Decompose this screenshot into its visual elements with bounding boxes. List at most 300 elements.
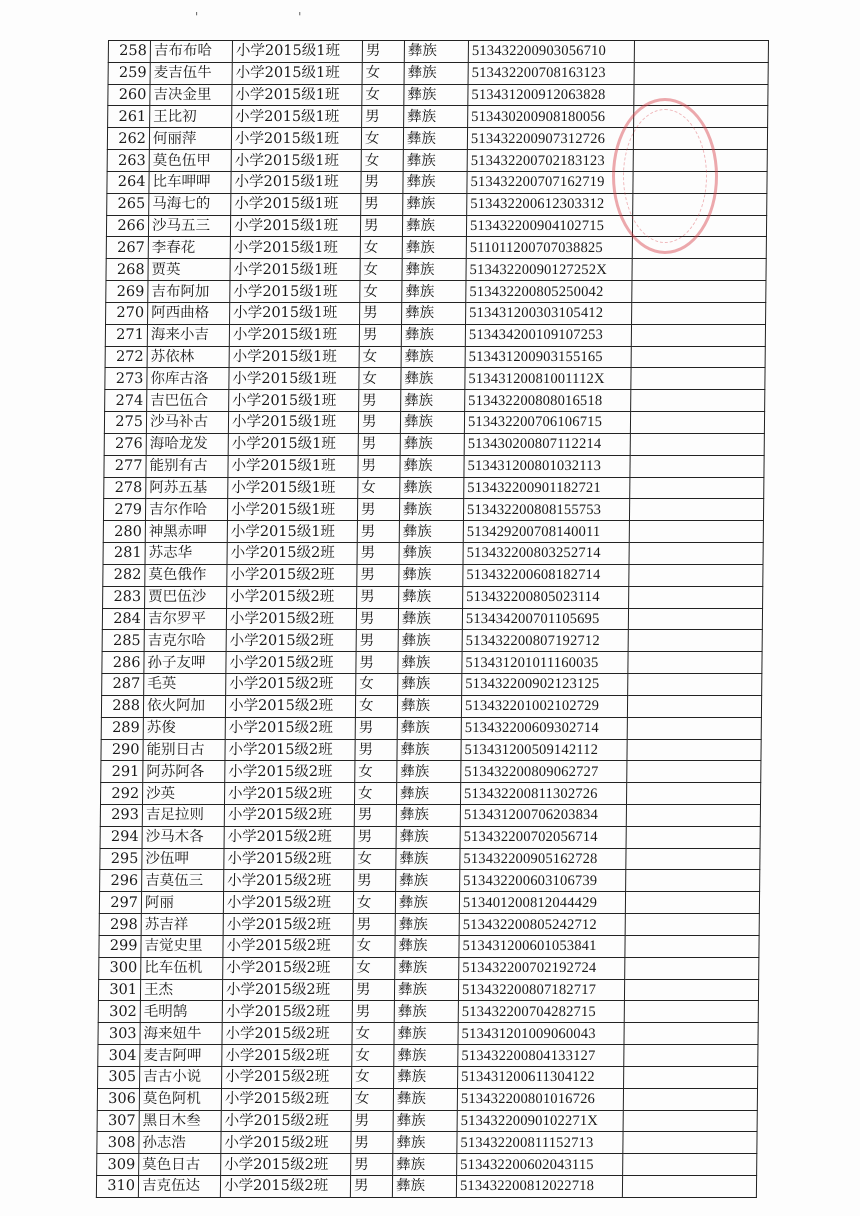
row-number-cell: 271 bbox=[105, 324, 147, 346]
class-name-cell: 小学2015级1班 bbox=[230, 215, 360, 237]
student-name-cell: 海哈龙发 bbox=[146, 433, 228, 455]
table-row bbox=[102, 630, 762, 652]
class-name-cell: 小学2015级1班 bbox=[229, 324, 359, 346]
table-row bbox=[100, 804, 760, 826]
row-number-cell: 278 bbox=[104, 477, 146, 499]
blank-cell bbox=[631, 368, 765, 390]
id-number-cell: 513431200601053841 bbox=[459, 935, 625, 957]
student-name-cell: 贾英 bbox=[148, 259, 230, 281]
class-name-cell: 小学2015级2班 bbox=[224, 848, 354, 870]
id-number-cell: 513432200809062727 bbox=[461, 761, 627, 783]
blank-cell bbox=[626, 783, 760, 805]
class-name-cell: 小学2015级2班 bbox=[226, 630, 356, 652]
gender-cell: 女 bbox=[362, 62, 404, 84]
table-row bbox=[105, 324, 765, 346]
ethnicity-cell: 彝族 bbox=[400, 412, 464, 434]
student-name-cell: 李春花 bbox=[148, 237, 230, 259]
gender-cell: 男 bbox=[361, 171, 403, 193]
class-name-cell: 小学2015级2班 bbox=[225, 717, 355, 739]
blank-cell bbox=[626, 826, 760, 848]
ethnicity-cell: 彝族 bbox=[403, 128, 467, 150]
ethnicity-cell: 彝族 bbox=[396, 870, 460, 892]
id-number-cell: 513432200811302726 bbox=[460, 783, 626, 805]
row-number-cell: 286 bbox=[102, 652, 144, 674]
ethnicity-cell: 彝族 bbox=[398, 608, 462, 630]
row-number-cell: 310 bbox=[96, 1176, 138, 1198]
ethnicity-cell: 彝族 bbox=[397, 695, 461, 717]
row-number-cell: 304 bbox=[98, 1045, 140, 1067]
student-name-cell: 马海七的 bbox=[149, 193, 231, 215]
student-name-cell: 阿苏五基 bbox=[146, 477, 228, 499]
id-number-cell: 513432200608182714 bbox=[463, 564, 629, 586]
ethnicity-cell: 彝族 bbox=[401, 368, 465, 390]
table-row bbox=[106, 237, 766, 259]
id-number-cell: 513432200801016726 bbox=[457, 1088, 623, 1110]
class-name-cell: 小学2015级1班 bbox=[230, 237, 360, 259]
gender-cell: 男 bbox=[357, 586, 399, 608]
student-name-cell: 莫色阿机 bbox=[139, 1088, 221, 1110]
class-name-cell: 小学2015级2班 bbox=[225, 761, 355, 783]
table-row bbox=[108, 106, 768, 128]
table-row bbox=[104, 412, 764, 434]
id-number-cell: 513432200905162728 bbox=[460, 848, 626, 870]
class-name-cell: 小学2015级1班 bbox=[230, 259, 360, 281]
student-name-cell: 神黑赤呷 bbox=[145, 521, 227, 543]
student-name-cell: 莫色伍甲 bbox=[149, 150, 231, 172]
student-name-cell: 依火阿加 bbox=[143, 695, 225, 717]
gender-cell: 男 bbox=[351, 1132, 393, 1154]
ethnicity-cell: 彝族 bbox=[395, 935, 459, 957]
row-number-cell: 294 bbox=[100, 826, 142, 848]
id-number-cell: 511011200707038825 bbox=[466, 237, 632, 259]
gender-cell: 男 bbox=[359, 390, 401, 412]
id-number-cell: 513432200807182717 bbox=[458, 979, 624, 1001]
ethnicity-cell: 彝族 bbox=[402, 215, 466, 237]
blank-cell bbox=[632, 215, 766, 237]
class-name-cell: 小学2015级1班 bbox=[228, 455, 358, 477]
gender-cell: 女 bbox=[359, 346, 401, 368]
class-name-cell: 小学2015级2班 bbox=[224, 826, 354, 848]
row-number-cell: 283 bbox=[103, 586, 145, 608]
blank-cell bbox=[634, 84, 768, 106]
ethnicity-cell: 彝族 bbox=[402, 281, 466, 303]
gender-cell: 女 bbox=[361, 128, 403, 150]
table-row bbox=[97, 1154, 757, 1176]
blank-cell bbox=[632, 302, 766, 324]
id-number-cell: 513431200509142112 bbox=[461, 739, 627, 761]
blank-cell bbox=[633, 171, 767, 193]
gender-cell: 女 bbox=[352, 1066, 394, 1088]
id-number-cell: 513432200702183123 bbox=[467, 150, 633, 172]
id-number-cell: 513432200811152713 bbox=[457, 1132, 623, 1154]
row-number-cell: 267 bbox=[106, 237, 148, 259]
class-name-cell: 小学2015级1班 bbox=[227, 521, 357, 543]
ethnicity-cell: 彝族 bbox=[402, 237, 466, 259]
student-name-cell: 吉尔作哈 bbox=[145, 499, 227, 521]
ethnicity-cell: 彝族 bbox=[393, 1154, 457, 1176]
gender-cell: 男 bbox=[357, 543, 399, 565]
student-name-cell: 吉决金里 bbox=[150, 84, 232, 106]
row-number-cell: 298 bbox=[99, 914, 141, 936]
id-number-cell: 513431200903155165 bbox=[465, 346, 631, 368]
student-name-cell: 吉莫伍三 bbox=[142, 870, 224, 892]
blank-cell bbox=[631, 390, 765, 412]
gender-cell: 男 bbox=[355, 717, 397, 739]
table-row bbox=[102, 608, 762, 630]
table-row bbox=[101, 717, 761, 739]
student-name-cell: 吉觉史里 bbox=[141, 935, 223, 957]
gender-cell: 女 bbox=[354, 783, 396, 805]
student-name-cell: 麦吉伍牛 bbox=[150, 62, 232, 84]
row-number-cell: 302 bbox=[98, 1001, 140, 1023]
id-number-cell: 513431201011160035 bbox=[462, 652, 628, 674]
student-name-cell: 苏吉祥 bbox=[141, 914, 223, 936]
student-name-cell: 能别日古 bbox=[143, 739, 225, 761]
row-number-cell: 300 bbox=[99, 957, 141, 979]
blank-cell bbox=[631, 346, 765, 368]
table-row bbox=[108, 41, 768, 63]
class-name-cell: 小学2015级2班 bbox=[225, 695, 355, 717]
gender-cell: 男 bbox=[351, 1154, 393, 1176]
id-number-cell: 513432200702056714 bbox=[460, 826, 626, 848]
ethnicity-cell: 彝族 bbox=[393, 1132, 457, 1154]
row-number-cell: 287 bbox=[102, 674, 144, 696]
row-number-cell: 265 bbox=[107, 193, 149, 215]
gender-cell: 男 bbox=[357, 521, 399, 543]
class-name-cell: 小学2015级2班 bbox=[221, 1110, 351, 1132]
student-name-cell: 能别有古 bbox=[146, 455, 228, 477]
id-number-cell: 513429200708140011 bbox=[463, 521, 629, 543]
gender-cell: 女 bbox=[359, 368, 401, 390]
student-name-cell: 何丽萍 bbox=[149, 128, 231, 150]
id-number-cell: 51343120081001112X bbox=[465, 368, 631, 390]
class-name-cell: 小学2015级1班 bbox=[229, 390, 359, 412]
ethnicity-cell: 彝族 bbox=[399, 521, 463, 543]
class-name-cell: 小学2015级2班 bbox=[226, 652, 356, 674]
id-number-cell: 513432200901182721 bbox=[464, 477, 630, 499]
table-row bbox=[98, 1066, 758, 1088]
blank-cell bbox=[632, 237, 766, 259]
row-number-cell: 295 bbox=[100, 848, 142, 870]
gender-cell: 女 bbox=[360, 259, 402, 281]
gender-cell: 男 bbox=[351, 1110, 393, 1132]
class-name-cell: 小学2015级2班 bbox=[220, 1176, 350, 1198]
class-name-cell: 小学2015级2班 bbox=[221, 1154, 351, 1176]
table-row bbox=[99, 914, 759, 936]
blank-cell bbox=[632, 259, 766, 281]
blank-cell bbox=[629, 499, 763, 521]
row-number-cell: 275 bbox=[104, 412, 146, 434]
id-number-cell: 513434200109107253 bbox=[465, 324, 631, 346]
class-name-cell: 小学2015级1班 bbox=[231, 171, 361, 193]
ethnicity-cell: 彝族 bbox=[397, 761, 461, 783]
blank-cell bbox=[622, 1176, 756, 1198]
id-number-cell: 51343220090102271X bbox=[457, 1110, 623, 1132]
row-number-cell: 276 bbox=[104, 433, 146, 455]
gender-cell: 男 bbox=[350, 1176, 392, 1198]
ethnicity-cell: 彝族 bbox=[393, 1088, 457, 1110]
gender-cell: 男 bbox=[352, 1001, 394, 1023]
ethnicity-cell: 彝族 bbox=[401, 324, 465, 346]
row-number-cell: 293 bbox=[100, 804, 142, 826]
row-number-cell: 277 bbox=[104, 455, 146, 477]
gender-cell: 男 bbox=[354, 804, 396, 826]
row-number-cell: 273 bbox=[105, 368, 147, 390]
row-number-cell: 259 bbox=[108, 62, 150, 84]
blank-cell bbox=[628, 652, 762, 674]
gender-cell: 男 bbox=[357, 564, 399, 586]
gender-cell: 女 bbox=[353, 957, 395, 979]
student-name-cell: 比车呷呷 bbox=[149, 171, 231, 193]
class-name-cell: 小学2015级2班 bbox=[221, 1132, 351, 1154]
blank-cell bbox=[633, 150, 767, 172]
id-number-cell: 513432200609302714 bbox=[461, 717, 627, 739]
blank-cell bbox=[623, 1088, 757, 1110]
blank-cell bbox=[628, 608, 762, 630]
id-number-cell: 513432200904102715 bbox=[466, 215, 632, 237]
ethnicity-cell: 彝族 bbox=[394, 1001, 458, 1023]
row-number-cell: 270 bbox=[106, 302, 148, 324]
student-name-cell: 阿丽 bbox=[141, 892, 223, 914]
id-number-cell: 513432200805250042 bbox=[466, 281, 632, 303]
table-row bbox=[100, 848, 760, 870]
class-name-cell: 小学2015级1班 bbox=[228, 477, 358, 499]
student-name-cell: 沙英 bbox=[142, 783, 224, 805]
class-name-cell: 小学2015级2班 bbox=[221, 1088, 351, 1110]
table-row bbox=[105, 390, 765, 412]
class-name-cell: 小学2015级2班 bbox=[224, 804, 354, 826]
blank-cell bbox=[624, 979, 758, 1001]
row-number-cell: 269 bbox=[106, 281, 148, 303]
student-name-cell: 王杰 bbox=[140, 979, 222, 1001]
id-number-cell: 513430200908180056 bbox=[468, 106, 634, 128]
id-number-cell: 513431200912063828 bbox=[468, 84, 634, 106]
gender-cell: 男 bbox=[357, 499, 399, 521]
blank-cell bbox=[623, 1110, 757, 1132]
blank-cell bbox=[629, 586, 763, 608]
student-name-cell: 苏俊 bbox=[143, 717, 225, 739]
student-name-cell: 海来小吉 bbox=[147, 324, 229, 346]
row-number-cell: 266 bbox=[106, 215, 148, 237]
id-number-cell: 513431200706203834 bbox=[460, 804, 626, 826]
row-number-cell: 308 bbox=[97, 1132, 139, 1154]
row-number-cell: 279 bbox=[103, 499, 145, 521]
blank-cell bbox=[624, 1023, 758, 1045]
gender-cell: 男 bbox=[354, 826, 396, 848]
class-name-cell: 小学2015级1班 bbox=[228, 433, 358, 455]
gender-cell: 女 bbox=[355, 761, 397, 783]
ethnicity-cell: 彝族 bbox=[396, 783, 460, 805]
ethnicity-cell: 彝族 bbox=[401, 390, 465, 412]
ethnicity-cell: 彝族 bbox=[392, 1176, 456, 1198]
student-name-cell: 王比初 bbox=[150, 106, 232, 128]
class-name-cell: 小学2015级1班 bbox=[230, 302, 360, 324]
class-name-cell: 小学2015级1班 bbox=[232, 41, 362, 63]
student-name-cell: 海来妞牛 bbox=[140, 1023, 222, 1045]
blank-cell bbox=[631, 324, 765, 346]
gender-cell: 男 bbox=[358, 433, 400, 455]
blank-cell bbox=[630, 455, 764, 477]
row-number-cell: 297 bbox=[99, 892, 141, 914]
student-name-cell: 毛英 bbox=[144, 674, 226, 696]
table-row bbox=[107, 150, 767, 172]
row-number-cell: 299 bbox=[99, 935, 141, 957]
table-row bbox=[102, 674, 762, 696]
gender-cell: 男 bbox=[358, 412, 400, 434]
blank-cell bbox=[623, 1154, 757, 1176]
ethnicity-cell: 彝族 bbox=[403, 150, 467, 172]
ethnicity-cell: 彝族 bbox=[404, 62, 468, 84]
class-name-cell: 小学2015级1班 bbox=[232, 84, 362, 106]
table-row bbox=[103, 543, 763, 565]
blank-cell bbox=[625, 892, 759, 914]
gender-cell: 女 bbox=[361, 150, 403, 172]
class-name-cell: 小学2015级2班 bbox=[222, 1023, 352, 1045]
table-row bbox=[105, 346, 765, 368]
gender-cell: 男 bbox=[356, 630, 398, 652]
table-row bbox=[103, 586, 763, 608]
table-row bbox=[108, 84, 768, 106]
blank-cell bbox=[630, 433, 764, 455]
blank-cell bbox=[633, 128, 767, 150]
table-row bbox=[101, 695, 761, 717]
gender-cell: 男 bbox=[354, 870, 396, 892]
blank-cell bbox=[632, 281, 766, 303]
class-name-cell: 小学2015级1班 bbox=[230, 281, 360, 303]
student-name-cell: 阿西曲格 bbox=[148, 302, 230, 324]
ethnicity-cell: 彝族 bbox=[394, 1045, 458, 1067]
class-name-cell: 小学2015级2班 bbox=[223, 957, 353, 979]
roster-body bbox=[96, 41, 768, 1198]
id-number-cell: 51343220090127252X bbox=[466, 259, 632, 281]
row-number-cell: 289 bbox=[101, 717, 143, 739]
ethnicity-cell: 彝族 bbox=[395, 957, 459, 979]
student-name-cell: 沙马木各 bbox=[142, 826, 224, 848]
gender-cell: 女 bbox=[358, 477, 400, 499]
row-number-cell: 262 bbox=[107, 128, 149, 150]
table-row bbox=[103, 521, 763, 543]
student-name-cell: 麦吉阿呷 bbox=[140, 1045, 222, 1067]
table-row bbox=[98, 1045, 758, 1067]
table-row bbox=[97, 1088, 757, 1110]
id-number-cell: 513432200805023114 bbox=[463, 586, 629, 608]
blank-cell bbox=[634, 41, 768, 63]
id-number-cell: 513432200708163123 bbox=[468, 62, 634, 84]
gender-cell: 男 bbox=[361, 193, 403, 215]
table-row bbox=[107, 171, 767, 193]
ethnicity-cell: 彝族 bbox=[395, 914, 459, 936]
table-row bbox=[101, 761, 761, 783]
gender-cell: 男 bbox=[356, 608, 398, 630]
class-name-cell: 小学2015级2班 bbox=[227, 564, 357, 586]
gender-cell: 女 bbox=[356, 674, 398, 696]
student-name-cell: 苏志华 bbox=[145, 543, 227, 565]
row-number-cell: 284 bbox=[102, 608, 144, 630]
row-number-cell: 285 bbox=[102, 630, 144, 652]
student-name-cell: 毛明鹄 bbox=[140, 1001, 222, 1023]
ethnicity-cell: 彝族 bbox=[402, 259, 466, 281]
class-name-cell: 小学2015级2班 bbox=[227, 543, 357, 565]
table-row bbox=[104, 433, 764, 455]
table-row bbox=[108, 62, 768, 84]
student-name-cell: 阿苏阿各 bbox=[143, 761, 225, 783]
id-number-cell: 513432200805242712 bbox=[459, 914, 625, 936]
blank-cell bbox=[634, 62, 768, 84]
class-name-cell: 小学2015级2班 bbox=[226, 608, 356, 630]
row-number-cell: 291 bbox=[101, 761, 143, 783]
table-row bbox=[98, 1023, 758, 1045]
student-name-cell: 沙马补古 bbox=[146, 412, 228, 434]
table-row bbox=[99, 935, 759, 957]
gender-cell: 男 bbox=[362, 41, 404, 63]
student-name-cell: 贾巴伍沙 bbox=[145, 586, 227, 608]
table-row bbox=[97, 1110, 757, 1132]
table-row bbox=[104, 455, 764, 477]
row-number-cell: 288 bbox=[101, 695, 143, 717]
gender-cell: 男 bbox=[360, 215, 402, 237]
class-name-cell: 小学2015级1班 bbox=[229, 346, 359, 368]
class-name-cell: 小学2015级2班 bbox=[225, 739, 355, 761]
blank-cell bbox=[628, 674, 762, 696]
student-name-cell: 吉足拉则 bbox=[142, 804, 224, 826]
row-number-cell: 281 bbox=[103, 543, 145, 565]
table-row bbox=[103, 564, 763, 586]
gender-cell: 女 bbox=[353, 892, 395, 914]
student-name-cell: 比车伍机 bbox=[141, 957, 223, 979]
ethnicity-cell: 彝族 bbox=[404, 41, 468, 63]
id-number-cell: 513432200807192712 bbox=[462, 630, 628, 652]
row-number-cell: 263 bbox=[107, 150, 149, 172]
id-number-cell: 513432200903056710 bbox=[468, 41, 634, 63]
table-row bbox=[106, 215, 766, 237]
ethnicity-cell: 彝族 bbox=[395, 892, 459, 914]
ethnicity-cell: 彝族 bbox=[398, 674, 462, 696]
class-name-cell: 小学2015级2班 bbox=[222, 1066, 352, 1088]
student-name-cell: 黑日木叁 bbox=[139, 1110, 221, 1132]
student-name-cell: 吉巴伍合 bbox=[147, 390, 229, 412]
row-number-cell: 303 bbox=[98, 1023, 140, 1045]
gender-cell: 女 bbox=[360, 281, 402, 303]
row-number-cell: 282 bbox=[103, 564, 145, 586]
row-number-cell: 264 bbox=[107, 171, 149, 193]
row-number-cell: 301 bbox=[98, 979, 140, 1001]
row-number-cell: 280 bbox=[103, 521, 145, 543]
id-number-cell: 513432200612303312 bbox=[467, 193, 633, 215]
id-number-cell: 513432200603106739 bbox=[460, 870, 626, 892]
id-number-cell: 513431200303105412 bbox=[466, 302, 632, 324]
student-name-cell: 吉尔罗平 bbox=[144, 608, 226, 630]
row-number-cell: 305 bbox=[98, 1066, 140, 1088]
blank-cell bbox=[629, 521, 763, 543]
id-number-cell: 513430200807112214 bbox=[464, 433, 630, 455]
student-name-cell: 孙志浩 bbox=[139, 1132, 221, 1154]
row-number-cell: 261 bbox=[108, 106, 150, 128]
class-name-cell: 小学2015级1班 bbox=[231, 193, 361, 215]
class-name-cell: 小学2015级2班 bbox=[222, 1001, 352, 1023]
class-name-cell: 小学2015级1班 bbox=[229, 368, 359, 390]
gender-cell: 男 bbox=[362, 106, 404, 128]
blank-cell bbox=[633, 193, 767, 215]
ethnicity-cell: 彝族 bbox=[394, 979, 458, 1001]
student-name-cell: 苏依林 bbox=[147, 346, 229, 368]
student-name-cell: 沙伍呷 bbox=[142, 848, 224, 870]
id-number-cell: 513432200803252714 bbox=[463, 543, 629, 565]
ethnicity-cell: 彝族 bbox=[399, 586, 463, 608]
gender-cell: 男 bbox=[358, 455, 400, 477]
blank-cell bbox=[630, 412, 764, 434]
ethnicity-cell: 彝族 bbox=[393, 1110, 457, 1132]
student-name-cell: 吉古小说 bbox=[140, 1066, 222, 1088]
